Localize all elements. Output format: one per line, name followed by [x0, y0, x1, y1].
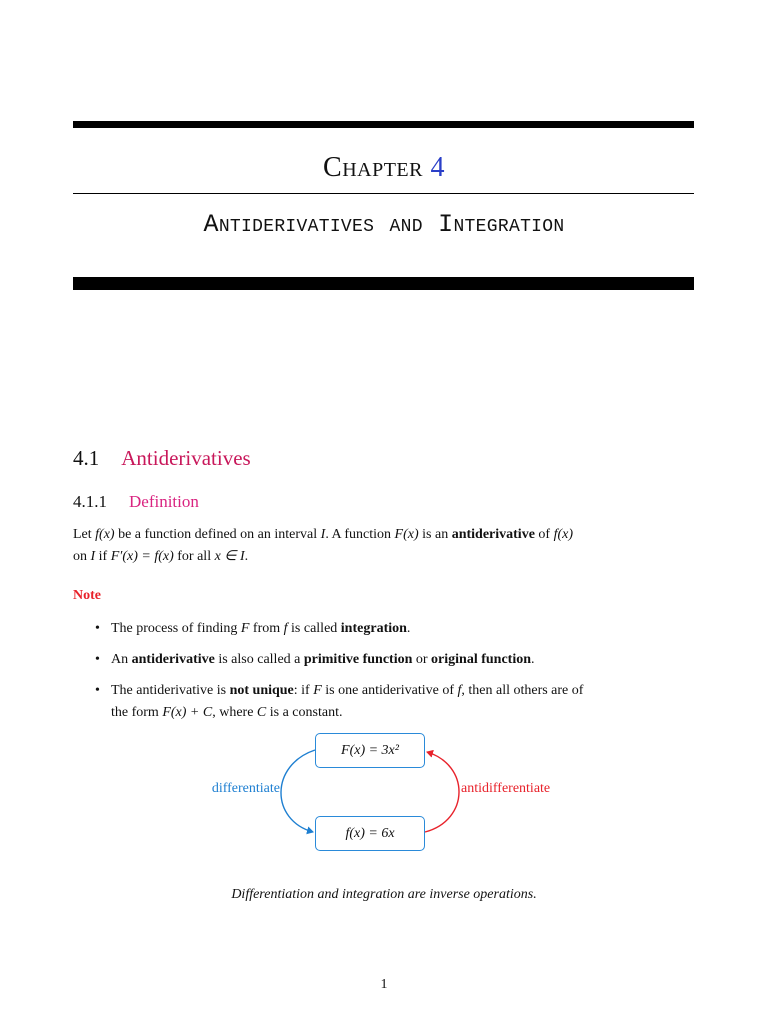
- math: f(x): [553, 527, 574, 542]
- text: The antiderivative is: [111, 683, 230, 698]
- term-integration: integration: [340, 621, 407, 636]
- math: I: [90, 549, 96, 564]
- math: I: [320, 527, 326, 542]
- math: F′(x) = f(x): [110, 549, 174, 564]
- text: The process of finding: [111, 621, 241, 636]
- text: Let: [73, 527, 96, 542]
- term-antiderivative: antiderivative: [451, 527, 535, 542]
- text: , then all others are of: [461, 683, 584, 698]
- page-number: 1: [380, 977, 388, 992]
- figure-caption: Differentiation and integration are inverse operations.: [231, 887, 537, 902]
- section-number: 4.1: [73, 446, 100, 470]
- note-label: Note: [73, 588, 101, 603]
- text: , where: [212, 705, 257, 720]
- math: F(x) + C: [162, 705, 213, 720]
- antiderivative-box: F(x) = 3x²: [315, 733, 425, 768]
- chapter-number: 4: [430, 152, 445, 183]
- function-box: f(x) = 6x: [315, 816, 425, 851]
- differentiate-arrow: [281, 750, 315, 832]
- text: .: [531, 652, 535, 667]
- math: f(x): [95, 527, 115, 542]
- bullet-dot: •: [95, 683, 100, 698]
- subsection-title: Definition: [129, 492, 199, 511]
- antidifferentiate-label: antidifferentiate: [461, 781, 551, 796]
- math: F(x): [394, 527, 419, 542]
- differentiate-label: differentiate: [211, 781, 280, 796]
- term-primitive-function: primitive function: [303, 652, 413, 667]
- text: or: [412, 652, 432, 667]
- math: x ∈ I: [214, 549, 245, 564]
- text: .: [244, 549, 249, 564]
- bullet-dot: •: [95, 652, 100, 667]
- math: f: [457, 683, 462, 698]
- text: .: [406, 621, 411, 636]
- text: for all: [173, 549, 215, 564]
- chapter-label: Chapter: [323, 152, 423, 183]
- text: An: [111, 652, 132, 667]
- text: be a function defined on an interval: [114, 527, 321, 542]
- term-original-function: original function: [431, 652, 532, 667]
- text: on: [73, 549, 91, 564]
- math: f: [283, 621, 288, 636]
- text: : if: [293, 683, 314, 698]
- term-antiderivative: antiderivative: [131, 652, 215, 667]
- chapter-title: Antiderivatives and Integration: [203, 210, 565, 239]
- section-title: Antiderivatives: [121, 446, 251, 470]
- text: from: [249, 621, 284, 636]
- text: if: [95, 549, 111, 564]
- text: the form: [111, 705, 163, 720]
- text: is also called a: [214, 652, 304, 667]
- text: of: [534, 527, 554, 542]
- term-not-unique: not unique: [229, 683, 294, 698]
- text: is a constant.: [266, 705, 343, 720]
- math: F: [313, 683, 322, 698]
- math: C: [256, 705, 267, 720]
- text: . A function: [325, 527, 395, 542]
- antidifferentiate-arrow: [425, 752, 459, 832]
- math: F: [240, 621, 250, 636]
- text: is one antiderivative of: [321, 683, 458, 698]
- subsection-number: 4.1.1: [73, 492, 107, 511]
- bullet-dot: •: [95, 621, 100, 636]
- text: is called: [287, 621, 341, 636]
- text: is an: [418, 527, 452, 542]
